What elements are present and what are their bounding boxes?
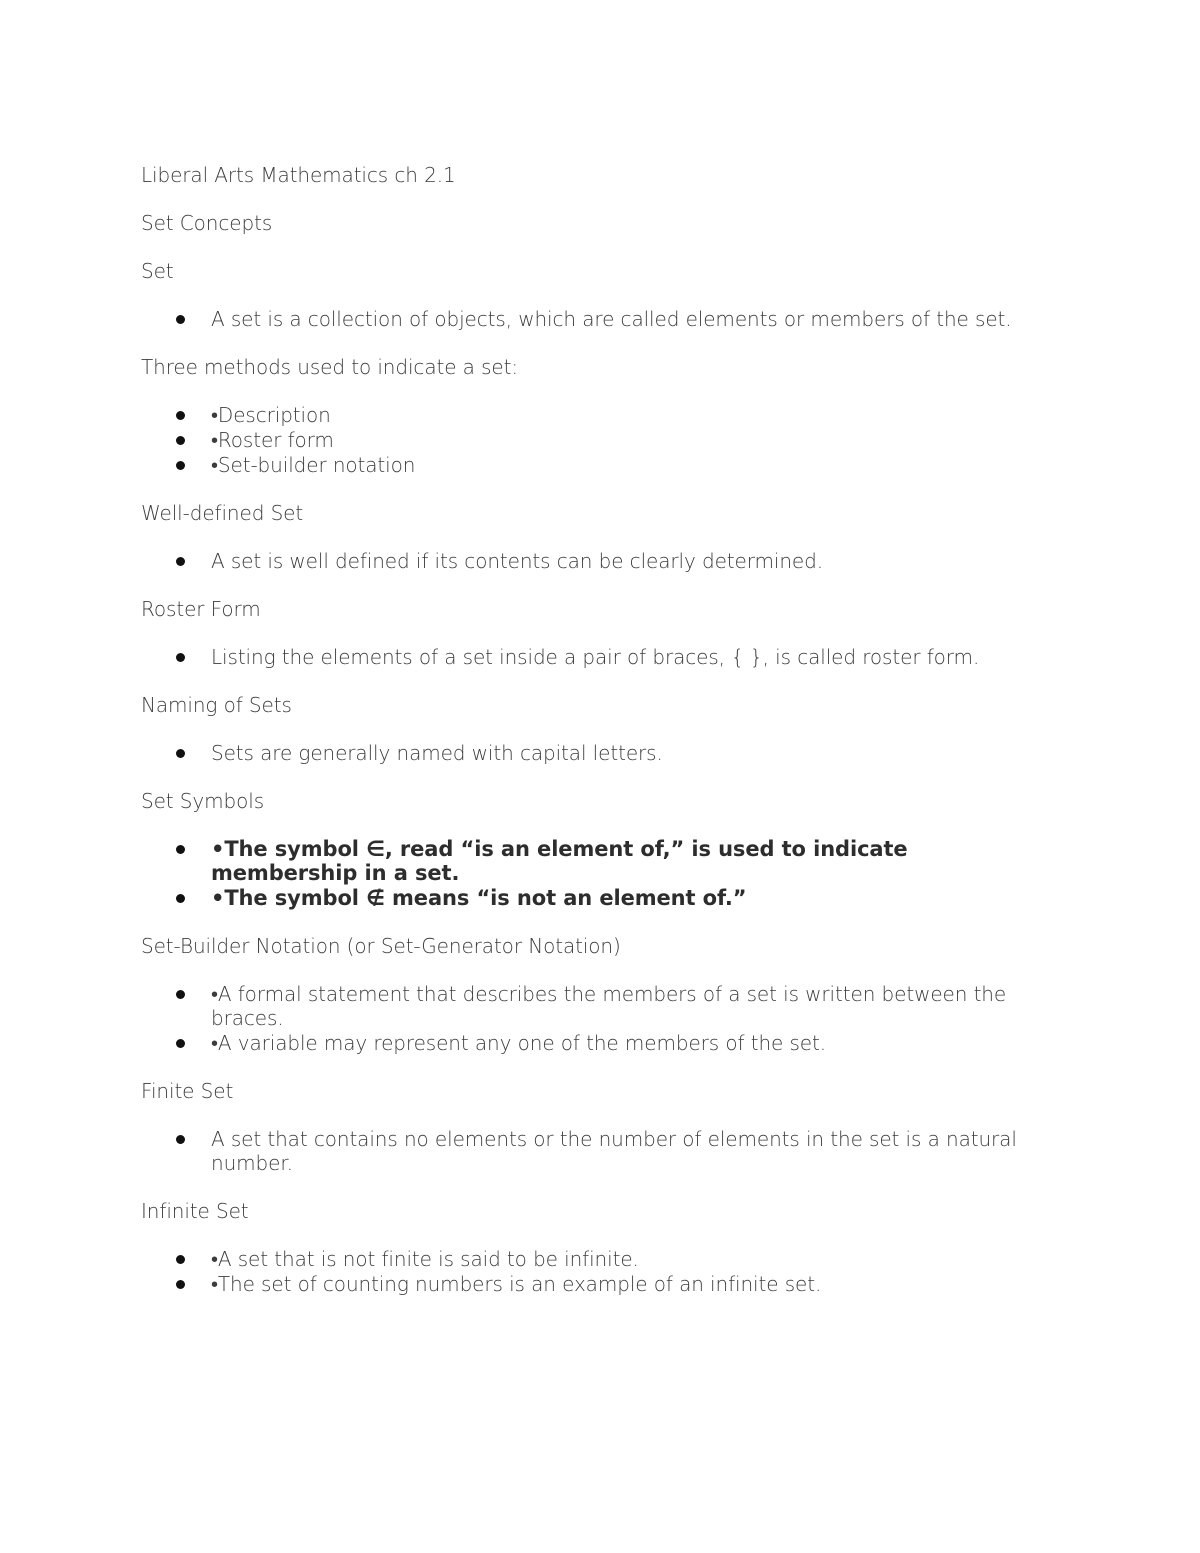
- sections-container: [141, 259, 1061, 1296]
- section-heading: Infinite Set: [141, 1199, 249, 1223]
- bullet-list: [141, 307, 1061, 331]
- list-item: [141, 549, 1061, 573]
- bullet-icon: [176, 315, 185, 324]
- bullet-icon: [176, 411, 185, 420]
- list-item-text: •Description: [211, 403, 331, 427]
- bullet-icon: [176, 990, 185, 999]
- section-heading: Naming of Sets: [141, 693, 292, 717]
- list-item-text: •A variable may represent any one of the members of the set.: [211, 1031, 827, 1055]
- section-heading: Well-defined Set: [141, 501, 304, 525]
- list-item: [141, 1272, 1061, 1296]
- list-item-text: •The symbol ∉ means “is not an element of.”: [211, 886, 747, 910]
- bullet-list: [141, 982, 1061, 1055]
- bullet-icon: [176, 1255, 185, 1264]
- bullet-icon: [176, 894, 185, 903]
- section-heading: Set-Builder Notation (or Set-Generator Notation): [141, 934, 621, 958]
- list-item-text: •The symbol ∈, read “is an element of,” is used to indicate membership in a set.: [211, 837, 908, 885]
- list-item-text: •Set-builder notation: [211, 453, 416, 477]
- section-heading: Three methods used to indicate a set:: [141, 355, 519, 379]
- section-heading: Roster Form: [141, 597, 261, 621]
- bullet-icon: [176, 845, 185, 854]
- list-item-text: •Roster form: [211, 428, 334, 452]
- list-item: [141, 1127, 1061, 1175]
- list-item: [141, 982, 1061, 1030]
- list-item: [141, 403, 1061, 427]
- list-item-text: •The set of counting numbers is an example of an infinite set.: [211, 1272, 822, 1296]
- list-item: [141, 886, 1061, 910]
- list-item: [141, 307, 1061, 331]
- document-title: Liberal Arts Mathematics ch 2.1: [141, 163, 456, 187]
- bullet-list: [141, 645, 1061, 669]
- list-item-text: •A set that is not finite is said to be infinite.: [211, 1247, 639, 1271]
- bullet-icon: [176, 1039, 185, 1048]
- list-item-text: Sets are generally named with capital letters.: [211, 741, 663, 765]
- list-item-text: A set that contains no elements or the number of elements in the set is a natural number.: [211, 1127, 1017, 1175]
- list-item-text: Listing the elements of a set inside a pair of braces, { }, is called roster form.: [211, 645, 980, 669]
- list-item: [141, 645, 1061, 669]
- list-item: [141, 1247, 1061, 1271]
- bullet-icon: [176, 557, 185, 566]
- list-item-text: A set is well defined if its contents can be clearly determined.: [211, 549, 823, 573]
- bullet-list: [141, 549, 1061, 573]
- list-item-text: •A formal statement that describes the members of a set is written between the braces.: [211, 982, 1007, 1030]
- bullet-list: [141, 403, 1061, 477]
- list-item: [141, 741, 1061, 765]
- bullet-icon: [176, 749, 185, 758]
- list-item: [141, 428, 1061, 452]
- bullet-icon: [176, 1280, 185, 1289]
- bullet-icon: [176, 436, 185, 445]
- section-heading: Set: [141, 259, 174, 283]
- bullet-icon: [176, 653, 185, 662]
- list-item: [141, 837, 1061, 885]
- list-item-text: A set is a collection of objects, which are called elements or members of the set.: [211, 307, 1012, 331]
- bullet-icon: [176, 1135, 185, 1144]
- bullet-list: [141, 741, 1061, 765]
- bullet-list: [141, 1127, 1061, 1175]
- section-heading: Finite Set: [141, 1079, 234, 1103]
- bullet-icon: [176, 461, 185, 470]
- list-item: [141, 1031, 1061, 1055]
- bullet-list: [141, 837, 1061, 910]
- section-heading: Set Symbols: [141, 789, 265, 813]
- list-item: [141, 453, 1061, 477]
- document-subtitle: Set Concepts: [141, 211, 273, 235]
- bullet-list: [141, 1247, 1061, 1296]
- document-body: [141, 163, 1061, 1320]
